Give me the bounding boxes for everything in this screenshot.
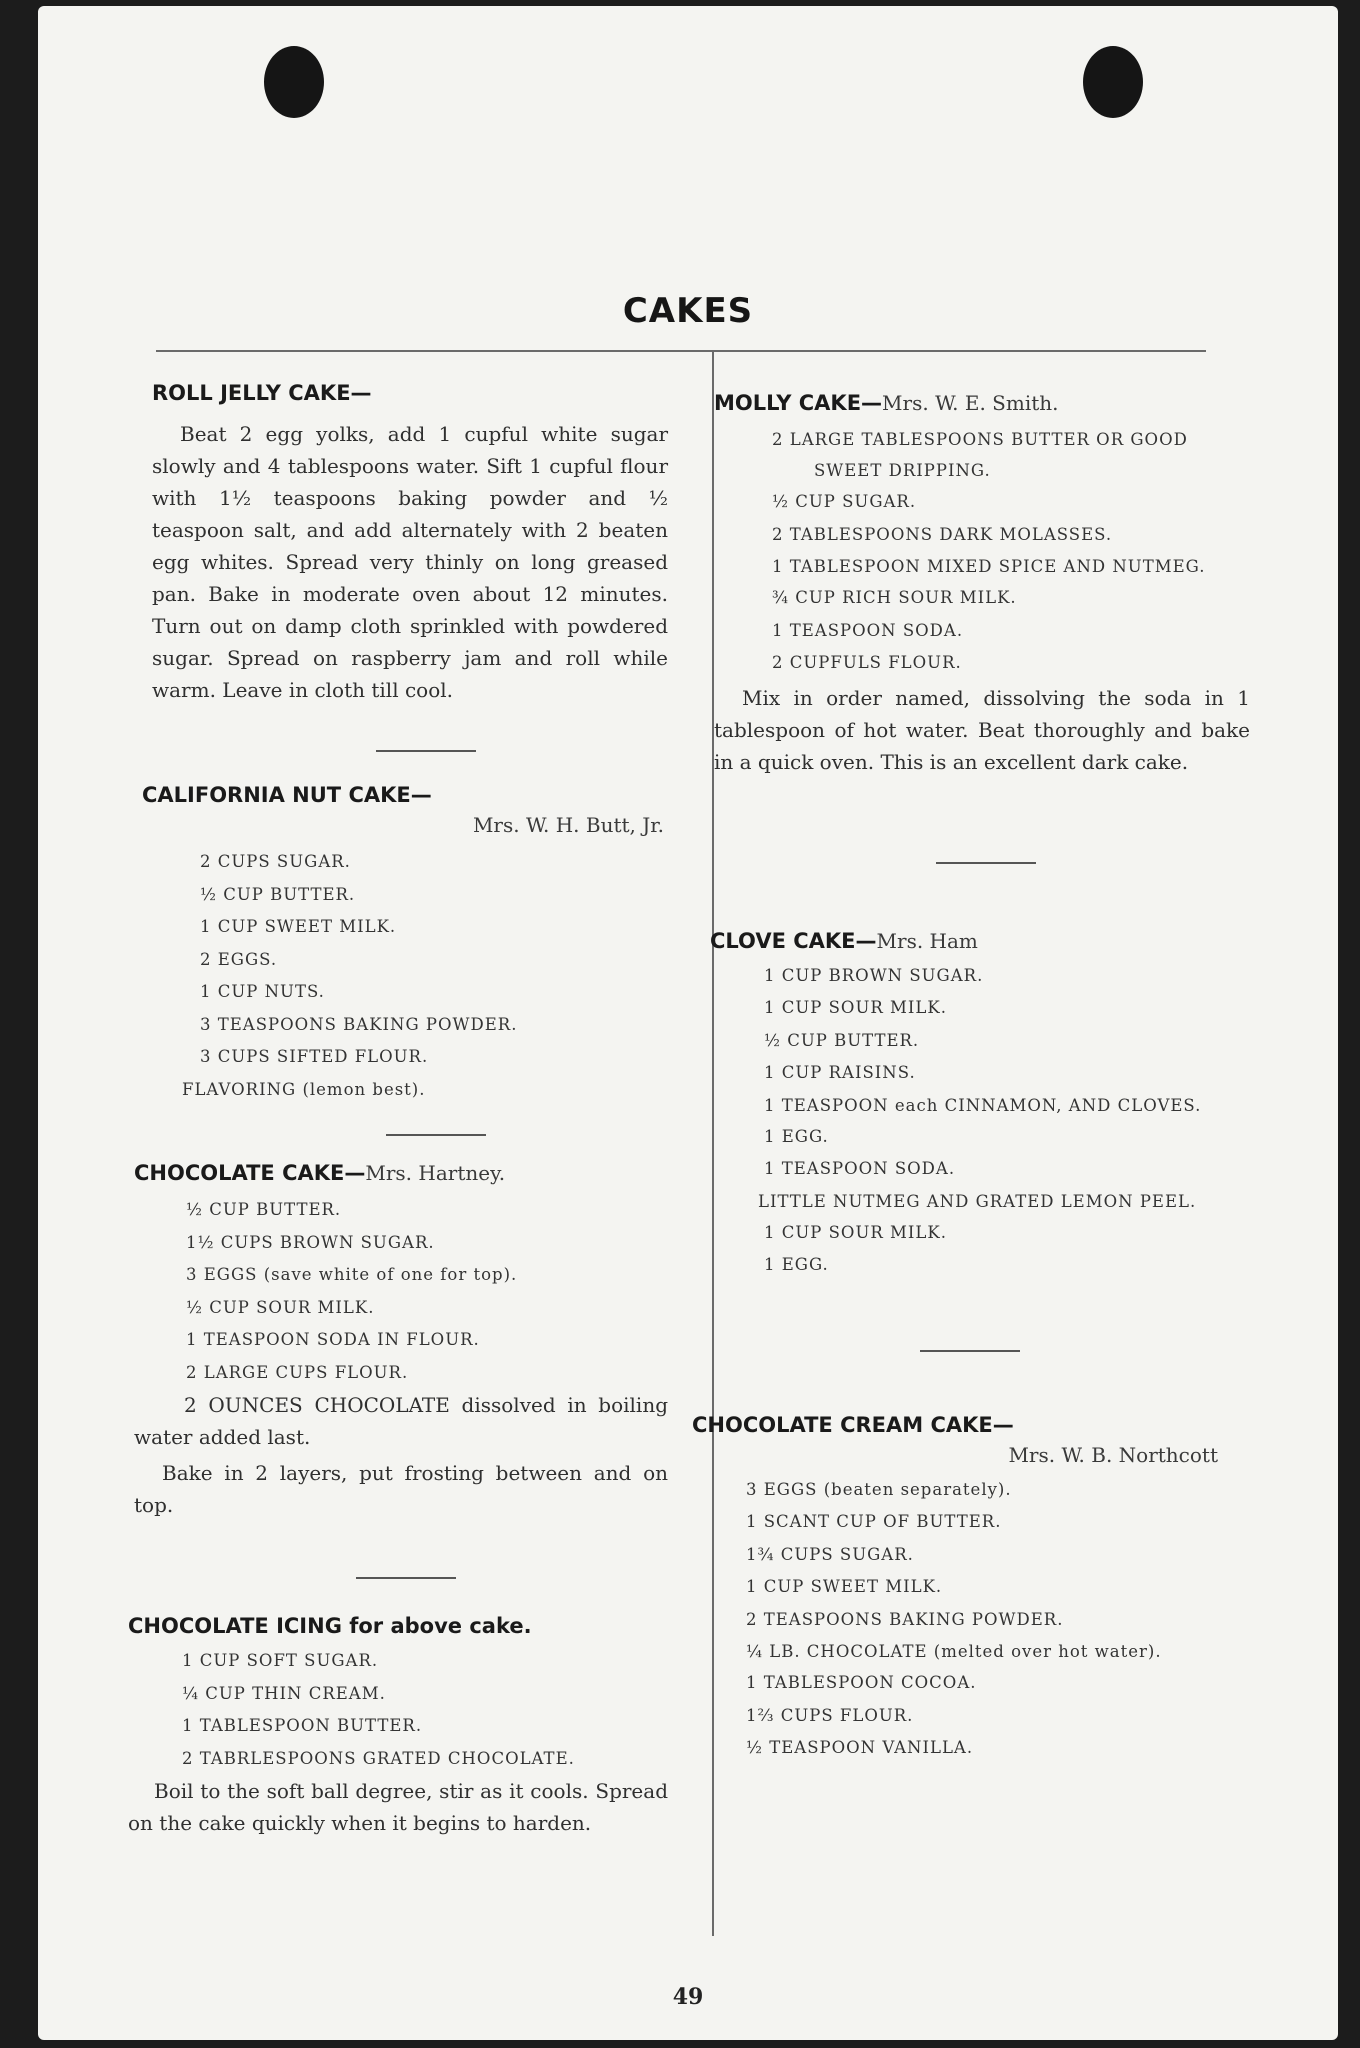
recipe-page [38, 6, 1338, 2040]
page-number: 49 [672, 1984, 704, 2010]
ingredient: 2 CUPFULS FLOUR. [772, 653, 962, 672]
recipe-instructions: Boil to the soft ball degree, stir as it cools. Spread on the cake quickly when it begins to harden. [128, 1779, 668, 1835]
ingredient: 2 LARGE CUPS FLOUR. [186, 1362, 409, 1382]
ingredient: 1 TABLESPOON COCOA. [746, 1673, 977, 1692]
ingredient: 1 CUP SOUR MILK. [764, 1222, 947, 1242]
ingredient: ½ CUP BUTTER. [186, 1200, 342, 1219]
ingredient: 1 TABLESPOON BUTTER. [182, 1716, 423, 1735]
binder-hole-right [1083, 46, 1143, 118]
ingredient: ½ TEASPOON VANILLA. [746, 1738, 974, 1757]
ingredient: LITTLE NUTMEG AND GRATED LEMON PEEL. [758, 1191, 1197, 1211]
recipe-molly-cake [690, 388, 1250, 778]
ingredient: ½ CUP SUGAR. [772, 492, 917, 511]
title-rule [156, 350, 1206, 352]
recipe-roll-jelly-cake [128, 378, 668, 706]
ingredient: ¼ LB. CHOCOLATE (melted over hot water). [746, 1642, 1162, 1661]
ingredient: 1 CUP SWEET MILK. [746, 1577, 943, 1596]
ingredient: 1 TEASPOON each CINNAMON, AND CLOVES. [764, 1095, 1202, 1115]
ingredient: 2 TABRLESPOONS GRATED CHOCOLATE. [182, 1748, 575, 1768]
ingredient: 1 CUP NUTS. [200, 982, 325, 1001]
recipe-title: CHOCOLATE CREAM CAKE— [692, 1412, 1014, 1437]
right-column [690, 388, 1250, 1765]
recipe-instructions: Bake in 2 layers, put frosting between and on top. [134, 1461, 668, 1517]
ingredient: 1 SCANT CUP OF BUTTER. [746, 1512, 1002, 1531]
recipe-title: CLOVE CAKE— [710, 928, 877, 953]
ingredient: 2 EGGS. [200, 949, 278, 969]
ingredient: 1 CUP SOUR MILK. [764, 998, 947, 1017]
ingredient: 1 CUP SOFT SUGAR. [182, 1651, 379, 1670]
section-divider [386, 1134, 486, 1136]
ingredient: ½ CUP SOUR MILK. [186, 1297, 375, 1317]
recipe-title-row [710, 926, 1250, 956]
recipe-attribution: Mrs. W. E. Smith. [882, 391, 1059, 415]
left-column [128, 378, 668, 1839]
ingredient: 3 EGGS (beaten separately). [746, 1479, 1012, 1499]
ingredient: 1 CUP SWEET MILK. [200, 917, 397, 936]
ingredient: 3 EGGS (save white of one for top). [186, 1265, 518, 1284]
recipe-byline: Mrs. W. H. Butt, Jr. [472, 813, 664, 837]
ingredient: ¾ CUP RICH SOUR MILK. [772, 588, 1017, 607]
recipe-title-row [134, 1158, 668, 1188]
ingredient: 2 TABLESPOONS DARK MOLASSES. [772, 524, 1113, 544]
recipe-title: ROLL JELLY CAKE— [152, 381, 372, 405]
recipe-attribution: Mrs. Ham [876, 928, 978, 953]
binder-hole-left [264, 46, 324, 118]
recipe-clove-cake [690, 926, 1250, 1282]
ingredient: 1¾ CUPS SUGAR. [746, 1544, 914, 1564]
section-divider [920, 1350, 1020, 1352]
recipe-california-nut-cake [128, 780, 668, 1106]
ingredient: 1½ CUPS BROWN SUGAR. [186, 1232, 435, 1252]
ingredient: FLAVORING (lemon best). [182, 1079, 426, 1099]
recipe-title: MOLLY CAKE— [714, 391, 883, 415]
section-divider [936, 862, 1036, 864]
ingredient: 1 EGG. [764, 1126, 829, 1146]
page-title: CAKES [622, 291, 754, 331]
ingredient: 1 TEASPOON SODA. [764, 1159, 956, 1178]
recipe-title-row [714, 388, 1250, 418]
recipe-chocolate-cake [128, 1158, 668, 1521]
recipe-chocolate-icing [128, 1611, 668, 1839]
recipe-title: CHOCOLATE ICING for above cake. [128, 1614, 532, 1638]
recipe-attribution: Mrs. Hartney. [365, 1161, 506, 1185]
ingredient: 1 TEASPOON SODA. [772, 620, 964, 640]
ingredient: 2 CUPS SUGAR. [200, 852, 351, 871]
ingredient: 1 EGG. [764, 1255, 829, 1274]
ingredient: 1 CUP BROWN SUGAR. [764, 965, 984, 985]
section-divider [376, 750, 476, 752]
ingredient: 1 CUP RAISINS. [764, 1063, 916, 1082]
recipe-byline: Mrs. W. B. Northcott [1008, 1442, 1218, 1467]
ingredient: 3 TEASPOONS BAKING POWDER. [200, 1014, 518, 1034]
recipe-instructions: 2 OUNCES CHOCOLATE dissolved in boiling water added last. [134, 1393, 668, 1449]
ingredient: ¼ CUP THIN CREAM. [182, 1683, 386, 1703]
ingredient: 1⅔ CUPS FLOUR. [746, 1705, 914, 1725]
ingredient: 3 CUPS SIFTED FLOUR. [200, 1047, 429, 1066]
ingredient: 1 TABLESPOON MIXED SPICE AND NUTMEG. [772, 557, 1206, 576]
ingredient: ½ CUP BUTTER. [200, 884, 356, 904]
recipe-title: CHOCOLATE CAKE— [134, 1161, 366, 1185]
recipe-instructions: Mix in order named, dissolving the soda in 1 tablespoon of hot water. Beat thoroughly and bake in a quick oven. This is an excellent dark cake. [714, 685, 1250, 774]
ingredient: 2 TEASPOONS BAKING POWDER. [746, 1609, 1064, 1629]
ingredient: ½ CUP BUTTER. [764, 1030, 920, 1050]
ingredient: 1 TEASPOON SODA IN FLOUR. [186, 1330, 480, 1349]
recipe-instructions: Beat 2 egg yolks, add 1 cupful white sugar slowly and 4 tablespoons water. Sift 1 cupful flour with 1½ teaspoons baking powder and ½ teaspoon salt, and add alternately with 2 beaten egg whites. Spread very thinly on long greased pan. Bake in moderate oven about 12 minutes. Turn out on damp cloth sprinkled with powdered sugar. Spread on raspberry jam and roll while warm. Leave in cloth till cool. [152, 422, 668, 702]
recipe-title: CALIFORNIA NUT CAKE— [142, 783, 432, 807]
ingredient: 2 LARGE TABLESPOONS BUTTER OR GOOD SWEET DRIPPING. [772, 430, 1188, 480]
section-divider [356, 1577, 456, 1579]
recipe-chocolate-cream-cake [690, 1410, 1250, 1765]
